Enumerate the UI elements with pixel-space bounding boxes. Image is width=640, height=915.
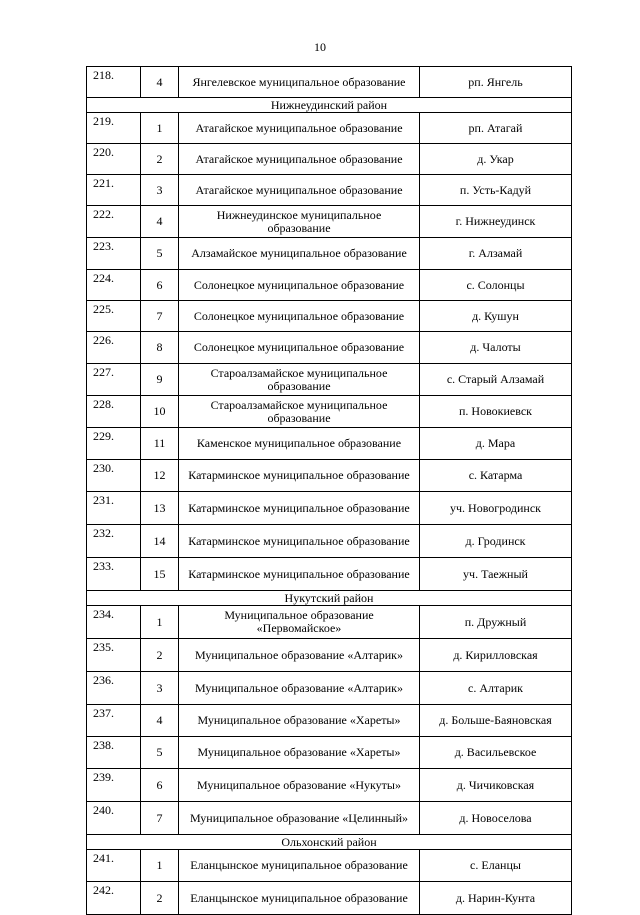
table-row bbox=[87, 737, 572, 769]
municipality-name: Солонецкое муниципальное образование bbox=[179, 270, 420, 301]
municipality-name: Муниципальное образование «Хареты» bbox=[179, 705, 420, 737]
settlement-name: с. Еланцы bbox=[420, 850, 572, 882]
district-number: 14 bbox=[141, 525, 179, 558]
district-number: 1 bbox=[141, 113, 179, 144]
district-number: 4 bbox=[141, 705, 179, 737]
municipality-name: Катарминское муниципальное образование bbox=[179, 492, 420, 525]
row-number: 241. bbox=[87, 850, 141, 882]
municipality-name: Муниципальное образование «Хареты» bbox=[179, 737, 420, 769]
table-row bbox=[87, 144, 572, 175]
municipality-name: Атагайское муниципальное образование bbox=[179, 144, 420, 175]
municipality-name: Солонецкое муниципальное образование bbox=[179, 332, 420, 364]
municipality-name: Алзамайское муниципальное образование bbox=[179, 238, 420, 270]
district-number: 12 bbox=[141, 460, 179, 492]
district-number: 7 bbox=[141, 301, 179, 332]
municipality-name: Катарминское муниципальное образование bbox=[179, 460, 420, 492]
settlement-name: п. Дружный bbox=[420, 606, 572, 639]
table-row bbox=[87, 396, 572, 428]
settlement-name: д. Гродинск bbox=[420, 525, 572, 558]
row-number: 228. bbox=[87, 396, 141, 428]
table-row bbox=[87, 175, 572, 206]
table-row bbox=[87, 206, 572, 238]
settlement-name: д. Нарин-Кунта bbox=[420, 882, 572, 915]
row-number: 239. bbox=[87, 769, 141, 802]
table-row bbox=[87, 460, 572, 492]
table-row bbox=[87, 606, 572, 639]
settlement-name: д. Чичиковская bbox=[420, 769, 572, 802]
settlements-table bbox=[86, 66, 572, 915]
district-number: 9 bbox=[141, 364, 179, 396]
table-row bbox=[87, 270, 572, 301]
municipality-name: Муниципальное образование «Алтарик» bbox=[179, 672, 420, 705]
table-row bbox=[87, 769, 572, 802]
row-number: 227. bbox=[87, 364, 141, 396]
settlement-name: д. Укар bbox=[420, 144, 572, 175]
settlement-name: уч. Таежный bbox=[420, 558, 572, 591]
municipality-name: Каменское муниципальное образование bbox=[179, 428, 420, 460]
row-number: 240. bbox=[87, 802, 141, 835]
district-number: 6 bbox=[141, 769, 179, 802]
settlement-name: уч. Новогродинск bbox=[420, 492, 572, 525]
district-number: 6 bbox=[141, 270, 179, 301]
row-number: 231. bbox=[87, 492, 141, 525]
row-number: 235. bbox=[87, 639, 141, 672]
district-title: Ольхонский район bbox=[87, 835, 572, 850]
row-number: 223. bbox=[87, 238, 141, 270]
district-header-row bbox=[87, 591, 572, 606]
row-number: 238. bbox=[87, 737, 141, 769]
settlement-name: д. Васильевское bbox=[420, 737, 572, 769]
district-number: 5 bbox=[141, 737, 179, 769]
district-number: 4 bbox=[141, 67, 179, 98]
row-number: 242. bbox=[87, 882, 141, 915]
settlement-name: рп. Янгель bbox=[420, 67, 572, 98]
settlement-name: рп. Атагай bbox=[420, 113, 572, 144]
settlement-name: д. Новоселова bbox=[420, 802, 572, 835]
settlement-name: д. Кушун bbox=[420, 301, 572, 332]
district-header-row bbox=[87, 98, 572, 113]
row-number: 236. bbox=[87, 672, 141, 705]
row-number: 221. bbox=[87, 175, 141, 206]
settlement-name: д. Мара bbox=[420, 428, 572, 460]
district-number: 11 bbox=[141, 428, 179, 460]
settlement-name: д. Больше-Баяновская bbox=[420, 705, 572, 737]
district-header-row bbox=[87, 835, 572, 850]
table-row bbox=[87, 492, 572, 525]
settlement-name: с. Алтарик bbox=[420, 672, 572, 705]
settlement-name: г. Алзамай bbox=[420, 238, 572, 270]
district-number: 10 bbox=[141, 396, 179, 428]
settlement-name: п. Новокиевск bbox=[420, 396, 572, 428]
municipality-name: Атагайское муниципальное образование bbox=[179, 175, 420, 206]
row-number: 226. bbox=[87, 332, 141, 364]
table-row bbox=[87, 113, 572, 144]
district-number: 4 bbox=[141, 206, 179, 238]
table-row bbox=[87, 332, 572, 364]
table-row bbox=[87, 672, 572, 705]
municipality-name: Атагайское муниципальное образование bbox=[179, 113, 420, 144]
row-number: 233. bbox=[87, 558, 141, 591]
district-number: 2 bbox=[141, 882, 179, 915]
settlement-name: д. Чалоты bbox=[420, 332, 572, 364]
table-row bbox=[87, 802, 572, 835]
district-number: 8 bbox=[141, 332, 179, 364]
row-number: 229. bbox=[87, 428, 141, 460]
table-row bbox=[87, 705, 572, 737]
settlement-name: п. Усть-Кадуй bbox=[420, 175, 572, 206]
district-number: 13 bbox=[141, 492, 179, 525]
table-row bbox=[87, 525, 572, 558]
municipality-name: Катарминское муниципальное образование bbox=[179, 525, 420, 558]
municipality-name: Янгелевское муниципальное образование bbox=[179, 67, 420, 98]
municipality-name: Нижнеудинское муниципальное образование bbox=[179, 206, 420, 238]
municipality-name: Староалзамайское муниципальное образование bbox=[179, 364, 420, 396]
table-row bbox=[87, 850, 572, 882]
row-number: 237. bbox=[87, 705, 141, 737]
table-row bbox=[87, 364, 572, 396]
table-row bbox=[87, 67, 572, 98]
district-number: 1 bbox=[141, 606, 179, 639]
municipality-name: Муниципальное образование «Целинный» bbox=[179, 802, 420, 835]
table-row bbox=[87, 428, 572, 460]
row-number: 219. bbox=[87, 113, 141, 144]
table-row bbox=[87, 639, 572, 672]
row-number: 225. bbox=[87, 301, 141, 332]
district-number: 7 bbox=[141, 802, 179, 835]
page-number: 10 bbox=[314, 40, 326, 54]
settlement-name: д. Кирилловская bbox=[420, 639, 572, 672]
municipality-name: Катарминское муниципальное образование bbox=[179, 558, 420, 591]
municipality-name: Староалзамайское муниципальное образование bbox=[179, 396, 420, 428]
row-number: 232. bbox=[87, 525, 141, 558]
settlement-name: г. Нижнеудинск bbox=[420, 206, 572, 238]
municipality-name: Муниципальное образование «Первомайское» bbox=[179, 606, 420, 639]
table-row bbox=[87, 301, 572, 332]
district-number: 2 bbox=[141, 144, 179, 175]
row-number: 230. bbox=[87, 460, 141, 492]
table-row bbox=[87, 558, 572, 591]
district-number: 5 bbox=[141, 238, 179, 270]
municipality-name: Солонецкое муниципальное образование bbox=[179, 301, 420, 332]
row-number: 222. bbox=[87, 206, 141, 238]
municipality-name: Муниципальное образование «Нукуты» bbox=[179, 769, 420, 802]
district-title: Нижнеудинский район bbox=[87, 98, 572, 113]
municipality-name: Муниципальное образование «Алтарик» bbox=[179, 639, 420, 672]
settlement-name: с. Катарма bbox=[420, 460, 572, 492]
row-number: 234. bbox=[87, 606, 141, 639]
district-title: Нукутский район bbox=[87, 591, 572, 606]
municipality-name: Еланцынское муниципальное образование bbox=[179, 850, 420, 882]
district-number: 1 bbox=[141, 850, 179, 882]
district-number: 3 bbox=[141, 672, 179, 705]
district-number: 15 bbox=[141, 558, 179, 591]
settlement-name: с. Солонцы bbox=[420, 270, 572, 301]
municipality-name: Еланцынское муниципальное образование bbox=[179, 882, 420, 915]
table-row bbox=[87, 882, 572, 915]
district-number: 3 bbox=[141, 175, 179, 206]
row-number: 220. bbox=[87, 144, 141, 175]
row-number: 224. bbox=[87, 270, 141, 301]
table-body bbox=[87, 67, 572, 915]
settlement-name: с. Старый Алзамай bbox=[420, 364, 572, 396]
table-row bbox=[87, 238, 572, 270]
district-number: 2 bbox=[141, 639, 179, 672]
row-number: 218. bbox=[87, 67, 141, 98]
